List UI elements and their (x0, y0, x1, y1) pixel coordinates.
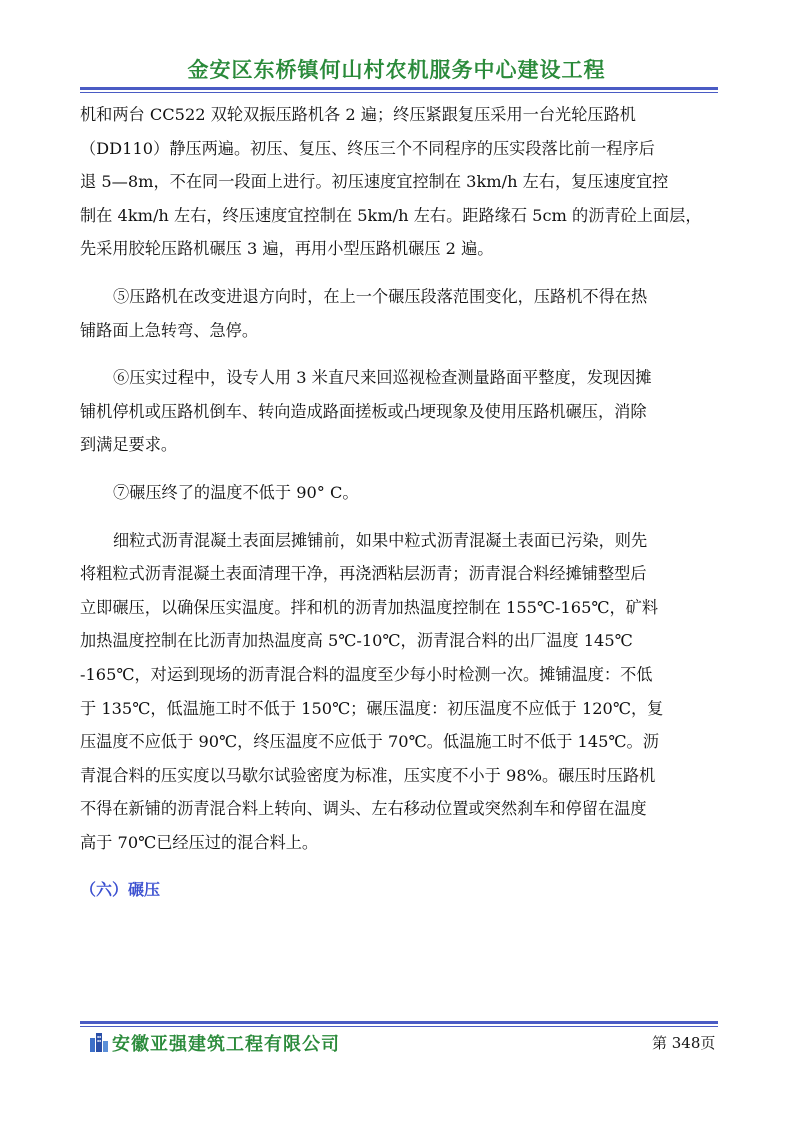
page-number: 第 348页 (652, 1034, 716, 1052)
body-line: ⑤压路机在改变进退方向时，在上一个碾压段落范围变化，压路机不得在热 (113, 286, 648, 306)
body-line: 机和两台 CC522 双轮双振压路机各 2 遍；终压紧跟复压采用一台光轮压路机 (80, 105, 636, 124)
body-line: 到满足要求。 (80, 435, 178, 455)
body-line: 将粗粒式沥青混凝土表面清理干净，再浇洒粘层沥青；沥青混合料经摊铺整型后 (80, 564, 647, 584)
body-line: 退 5—8m，不在同一段面上进行。初压速度宜控制在 3km/h 左右，复压速度宜控 (80, 172, 669, 192)
header-rule-thin (80, 92, 718, 93)
document-body (80, 98, 720, 907)
body-line: 铺路面上急转弯、急停。 (80, 320, 259, 340)
header-rule (80, 87, 718, 90)
body-line: 压温度不应低于 90℃，终压温度不应低于 70℃。低温施工时不低于 145℃。沥 (80, 732, 659, 752)
section-heading: （六）碾压 (80, 880, 161, 900)
building-logo-icon (88, 1032, 110, 1052)
footer-rule (80, 1021, 718, 1024)
body-line: 细粒式沥青混凝土表面层摊铺前，如果中粒式沥青混凝土表面已污染，则先 (113, 530, 648, 550)
page-header-title: 金安区东桥镇何山村农机服务中心建设工程 (187, 58, 606, 82)
body-line: 高于 70℃已经压过的混合料上。 (80, 832, 319, 852)
body-line: 制在 4km/h 左右，终压速度宜控制在 5km/h 左右。距路缘石 5cm 的沥青砼上面层， (80, 205, 702, 225)
body-line: 于 135℃，低温施工时不低于 150℃；碾压温度：初压温度不应低于 120℃，复 (80, 698, 664, 718)
body-line: 立即碾压，以确保压实温度。拌和机的沥青加热温度控制在 155℃-165℃，矿料 (80, 597, 659, 617)
footer-rule-thin (80, 1026, 718, 1027)
body-line: 青混合料的压实度以马歇尔试验密度为标准，压实度不小于 98%。碾压时压路机 (80, 765, 656, 785)
body-line: -165℃，对运到现场的沥青混合料的温度至少每小时检测一次。摊铺温度：不低 (80, 664, 653, 684)
footer-company-name: 安徽亚强建筑工程有限公司 (112, 1034, 340, 1055)
body-line: 加热温度控制在比沥青加热温度高 5℃-10℃，沥青混合料的出厂温度 145℃ (80, 631, 633, 651)
body-line: 不得在新铺的沥青混合料上转向、调头、左右移动位置或突然刹车和停留在温度 (80, 799, 647, 819)
body-line: ⑥压实过程中，设专人用 3 米直尺来回巡视检查测量路面平整度，发现因摊 (113, 368, 652, 388)
body-line: （DD110）静压两遍。初压、复压、终压三个不同程序的压实段落比前一程序后 (80, 138, 655, 158)
body-line: 铺机停机或压路机倒车、转向造成路面搓板或凸埂现象及使用压路机碾压，消除 (80, 401, 647, 421)
body-line: ⑦碾压终了的温度不低于 90° C。 (113, 482, 359, 502)
body-line: 先采用胶轮压路机碾压 3 遍，再用小型压路机碾压 2 遍。 (80, 239, 494, 259)
